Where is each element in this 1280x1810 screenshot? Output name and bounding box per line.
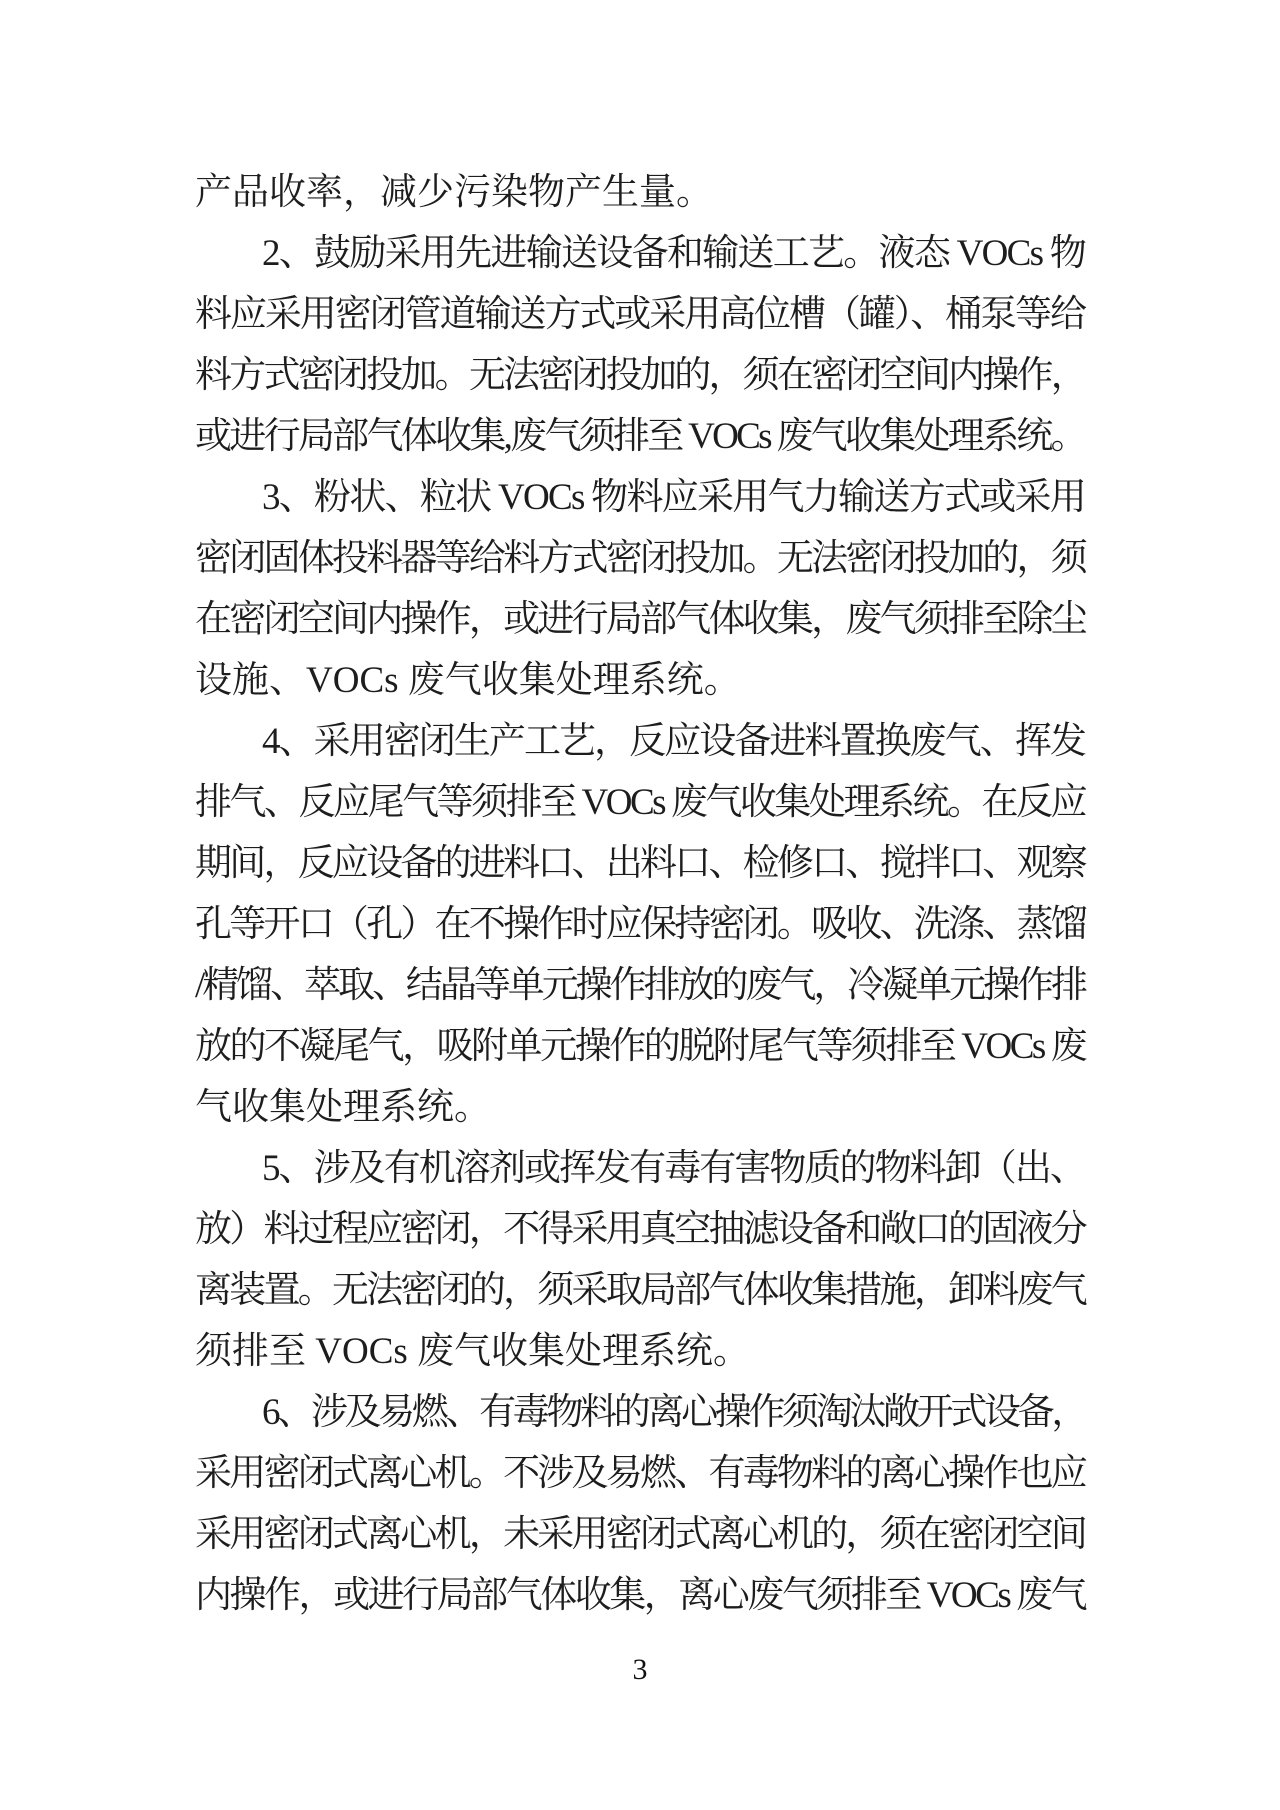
text-line [195, 894, 1085, 955]
text-line-content: 设施、VOCs 废气收集处理系统。 [195, 660, 741, 701]
text-line-content: 离装置。无法密闭的，须采取局部气体收集措施，卸料废气 [195, 1270, 1085, 1311]
text-line-content: 产品收率，减少污染物产生量。 [195, 172, 713, 213]
text-line-content: 5、涉及有机溶剂或挥发有毒有害物质的物料卸（出、 [262, 1148, 1085, 1189]
text-line [195, 345, 1085, 406]
text-line-content: 须排至 VOCs 废气收集处理系统。 [195, 1331, 751, 1372]
text-line [195, 1199, 1085, 1260]
text-line-content: /精馏、萃取、结晶等单元操作排放的废气，冷凝单元操作排 [195, 965, 1085, 1006]
text-line-content: 料应采用密闭管道输送方式或采用高位槽（罐）、桶泵等给 [195, 294, 1085, 335]
text-line [195, 406, 1085, 467]
text-line-content: 3、粉状、粒状 VOCs 物料应采用气力输送方式或采用 [262, 477, 1086, 518]
page-number: 3 [632, 1653, 648, 1686]
text-line [195, 1565, 1085, 1626]
text-line [195, 1260, 1085, 1321]
text-line-content: 6、涉及易燃、有毒物料的离心操作须淘汰敞开式设备， [262, 1392, 1085, 1433]
text-line-content: 内操作，或进行局部气体收集，离心废气须排至 VOCs 废气 [195, 1575, 1086, 1616]
text-line [195, 955, 1085, 1016]
text-line [195, 772, 1085, 833]
paragraph [195, 162, 1085, 223]
text-line-content: 放的不凝尾气，吸附单元操作的脱附尾气等须排至 VOCs 废 [195, 1026, 1086, 1067]
text-line [195, 162, 1085, 223]
text-line [195, 650, 1085, 711]
text-line-content: 或进行局部气体收集,废气须排至 VOCs 废气收集处理系统。 [195, 416, 1085, 457]
text-line [195, 1077, 1085, 1138]
text-line-content: 密闭固体投料器等给料方式密闭投加。无法密闭投加的，须 [195, 538, 1085, 579]
text-line [195, 528, 1085, 589]
paragraph [195, 223, 1085, 467]
text-line-content: 2、鼓励采用先进输送设备和输送工艺。液态 VOCs 物 [262, 233, 1086, 274]
text-line-content: 采用密闭式离心机。不涉及易燃、有毒物料的离心操作也应 [195, 1453, 1085, 1494]
text-line [195, 833, 1085, 894]
text-line [195, 284, 1085, 345]
text-line-content: 在密闭空间内操作，或进行局部气体收集，废气须排至除尘 [195, 599, 1085, 640]
text-line [195, 1443, 1085, 1504]
text-line-content: 4、采用密闭生产工艺，反应设备进料置换废气、挥发 [262, 721, 1085, 762]
text-line-content: 料方式密闭投加。无法密闭投加的，须在密闭空间内操作， [195, 355, 1085, 396]
text-line-content: 孔等开口（孔）在不操作时应保持密闭。吸收、洗涤、蒸馏 [195, 904, 1085, 945]
paragraph [195, 711, 1085, 1138]
text-line [195, 1382, 1085, 1443]
text-block [195, 162, 1085, 1626]
text-line-content: 排气、反应尾气等须排至 VOCs 废气收集处理系统。在反应 [195, 782, 1086, 823]
text-line [195, 711, 1085, 772]
text-line [195, 223, 1085, 284]
text-line [195, 1504, 1085, 1565]
paragraph [195, 1382, 1085, 1626]
text-line-content: 期间，反应设备的进料口、出料口、检修口、搅拌口、观察 [195, 843, 1085, 884]
text-line-content: 气收集处理系统。 [195, 1087, 491, 1128]
text-line-content: 采用密闭式离心机，未采用密闭式离心机的，须在密闭空间 [195, 1514, 1085, 1555]
text-line [195, 1016, 1085, 1077]
text-line [195, 589, 1085, 650]
text-line-content: 放）料过程应密闭，不得采用真空抽滤设备和敞口的固液分 [195, 1209, 1085, 1250]
paragraph [195, 1138, 1085, 1382]
text-line [195, 467, 1085, 528]
text-line [195, 1321, 1085, 1382]
paragraph [195, 467, 1085, 711]
text-line [195, 1138, 1085, 1199]
